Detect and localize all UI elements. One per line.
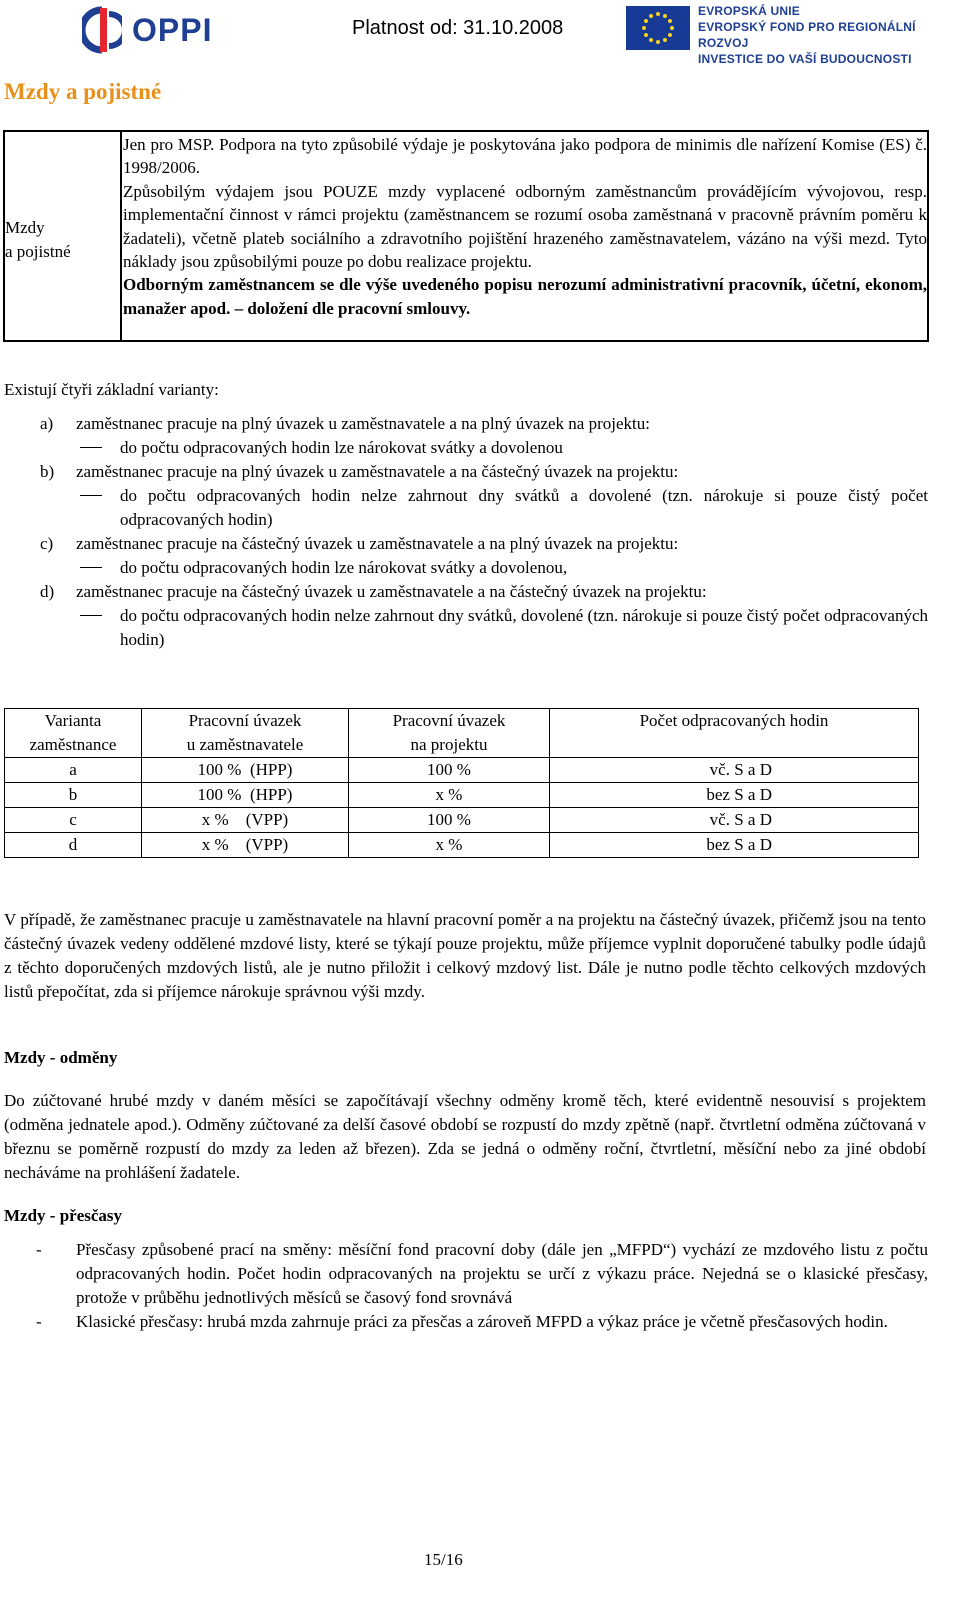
table-row xyxy=(5,808,919,833)
header-line: Pracovní úvazek xyxy=(188,711,302,730)
dash-icon xyxy=(80,495,102,496)
heading-bonuses: Mzdy - odměny xyxy=(4,1048,118,1067)
table-cell: 100 % (HPP) xyxy=(142,783,349,808)
validity-date: Platnost od: 31.10.2008 xyxy=(352,17,564,39)
header-line: na projektu xyxy=(410,735,488,754)
variant-item xyxy=(40,460,928,484)
info-box-label-line-1: Mzdy xyxy=(5,218,45,237)
heading-overtime: Mzdy - přesčasy xyxy=(4,1206,123,1225)
table-cell: 100 % (HPP) xyxy=(142,758,349,783)
oppi-logo-text: OPPI xyxy=(132,12,213,48)
table-row xyxy=(5,833,919,858)
table-cell: d xyxy=(5,833,142,858)
variant-text: zaměstnanec pracuje na částečný úvazek u zaměstnavatele a na plný úvazek na projektu: xyxy=(76,534,679,553)
table-cell: b xyxy=(5,783,142,808)
table-cell: vč. S a D xyxy=(550,808,919,833)
header-line: Pracovní úvazek xyxy=(392,711,506,730)
list-item-text: Přesčasy způsobené prací na směny: měsíční fond pracovní doby (dále jen „MFPD“) vychází ze mzdového listu z počtu odpracovaných hodin. Počet hodin odpracovaných na projektu se určí z výkazu práce. Nejedná se o klasické přesčasy, protože v průběhu jednotlivých měsíců se časový fond srovnává xyxy=(76,1240,928,1307)
variant-item xyxy=(40,412,928,436)
table-header-row xyxy=(5,709,919,758)
eu-line-1: EVROPSKÁ UNIE xyxy=(698,4,800,18)
list-item xyxy=(36,1238,928,1310)
variant-subitem xyxy=(40,436,928,460)
variant-subitem xyxy=(40,484,928,532)
table-header-cell xyxy=(349,709,550,758)
info-box xyxy=(3,130,929,342)
variant-marker: b) xyxy=(40,462,55,481)
table-cell: x % xyxy=(349,833,550,858)
dash-icon xyxy=(80,447,102,448)
header-line: zaměstnance xyxy=(29,735,117,754)
table-row xyxy=(5,783,919,808)
variant-subitem xyxy=(40,556,928,580)
page-title: Mzdy a pojistné xyxy=(4,79,162,104)
table-header-cell xyxy=(142,709,349,758)
eu-text xyxy=(698,3,960,67)
eu-line-3: INVESTICE DO VAŠÍ BUDOUCNOSTI xyxy=(698,52,912,66)
variant-text: zaměstnanec pracuje na plný úvazek u zaměstnavatele a na plný úvazek na projektu: xyxy=(76,414,650,433)
variant-text: zaměstnanec pracuje na částečný úvazek u zaměstnavatele a na částečný úvazek na projektu: xyxy=(76,582,707,601)
page-number: 15/16 xyxy=(424,1550,463,1569)
table-cell: 100 % xyxy=(349,808,550,833)
table-cell: x % (VPP) xyxy=(142,833,349,858)
eu-flag-icon xyxy=(626,6,690,50)
paragraph-bonuses xyxy=(4,1089,926,1185)
oppi-logo xyxy=(82,6,212,54)
header-line: u zaměstnavatele xyxy=(186,735,304,754)
variant-subitem xyxy=(40,604,928,652)
variants-table xyxy=(4,708,919,858)
variant-subitem-text: do počtu odpracovaných hodin nelze zahrnout dny svátků, dovolené (tzn. nárokuje si pouze čistý počet odpracovaných hodin) xyxy=(120,606,928,649)
info-box-text-2: Způsobilým výdajem jsou POUZE mzdy vyplacené odborným zaměstnancům provádějícím vývojovou, resp. implementační činnost v rámci projektu (zaměstnancem se rozumí osoba zaměstnaná v pracovně právním poměru k žadateli), včetně plateb sociálního a zdravotního pojištění hrazeného zaměstnavatelem, vázáno na výši mezd. Tyto náklady jsou způsobilými pouze po dobu realizace projektu. xyxy=(123,181,927,272)
overtime-list xyxy=(36,1238,928,1334)
list-marker: - xyxy=(36,1312,42,1331)
table-cell: a xyxy=(5,758,142,783)
variant-marker: a) xyxy=(40,414,54,433)
oppi-logo-icon xyxy=(82,6,122,54)
info-box-label-cell xyxy=(5,132,122,340)
page-header xyxy=(0,0,960,66)
info-box-text-3: Odborným zaměstnancem se dle výše uvedeného popisu nerozumí administrativní pracovník, účetní, ekonom, manažer apod. – doložení dle pracovní smlouvy. xyxy=(123,275,927,318)
variant-item xyxy=(40,580,928,604)
paragraph-bonuses-text: Do zúčtované hrubé mzdy v daném měsíci se započítávají všechny odměny kromě těch, které evidentně nesouvisí s projektem (odměna jednatele apod.). Odměny zúčtované za delší časové období se rozpustí do mzdy zpětně (např. čtvrtletní odměna zúčtovaná v březnu se poměrně rozpustí do mzdy za leden až březen). Zda se jedná o odměny roční, čtvrtletní, měsíční nebo za jiné období necháváme na prohlášení žadatele. xyxy=(4,1091,926,1182)
info-box-label-line-2: a pojistné xyxy=(5,242,71,261)
variant-marker: d) xyxy=(40,582,55,601)
info-box-text-1: Jen pro MSP. Podpora na tyto způsobilé výdaje je poskytována jako podpora de minimis dle nařízení Komise (ES) č. 1998/2006. xyxy=(123,135,927,178)
table-header-cell xyxy=(5,709,142,758)
variant-subitem-text: do počtu odpracovaných hodin lze nárokovat svátky a dovolenou, xyxy=(120,558,568,577)
table-cell: bez S a D xyxy=(550,833,919,858)
dash-icon xyxy=(80,615,102,616)
dash-icon xyxy=(80,567,102,568)
info-box-content xyxy=(123,133,927,320)
list-item-text: Klasické přesčasy: hrubá mzda zahrnuje práci za přesčas a zároveň MFPD a výkaz práce je včetně přesčasových hodin. xyxy=(76,1312,888,1331)
table-row xyxy=(5,758,919,783)
info-box-label xyxy=(5,216,71,264)
variants-list xyxy=(40,412,928,652)
eu-line-2: EVROPSKÝ FOND PRO REGIONÁLNÍ ROZVOJ xyxy=(698,20,916,50)
header-line: Počet odpracovaných hodin xyxy=(639,711,829,730)
variant-marker: c) xyxy=(40,534,54,553)
table-cell: 100 % xyxy=(349,758,550,783)
table-cell: x % xyxy=(349,783,550,808)
variant-subitem-text: do počtu odpracovaných hodin lze nárokovat svátky a dovolenou xyxy=(120,438,563,457)
table-cell: bez S a D xyxy=(550,783,919,808)
header-line: Varianta xyxy=(44,711,102,730)
variant-text: zaměstnanec pracuje na plný úvazek u zaměstnavatele a na částečný úvazek na projektu: xyxy=(76,462,679,481)
table-cell: c xyxy=(5,808,142,833)
list-marker: - xyxy=(36,1240,42,1259)
table-header-cell xyxy=(550,709,919,758)
paragraph-payroll xyxy=(4,908,926,1004)
table-cell: vč. S a D xyxy=(550,758,919,783)
table-cell: x % (VPP) xyxy=(142,808,349,833)
variants-intro-text: Existují čtyři základní varianty: xyxy=(4,380,219,399)
variant-subitem-text: do počtu odpracovaných hodin nelze zahrnout dny svátků a dovolené (tzn. nárokuje si pouze čistý počet odpracovaných hodin) xyxy=(120,486,928,529)
variant-item xyxy=(40,532,928,556)
variants-intro xyxy=(4,378,926,402)
list-item xyxy=(36,1310,928,1334)
paragraph-payroll-text: V případě, že zaměstnanec pracuje u zaměstnavatele na hlavní pracovní poměr a na projektu na částečný úvazek, přičemž jsou na tento částečný úvazek vedeny oddělené mzdové listy, které se týkají pouze projektu, může příjemce vyplnit doporučené tabulky podle údajů z těchto doporučených mzdových listů, ale je nutno přiložit i celkový mzdový list. Dále je nutno podle těchto celkových mzdových listů přepočítat, zda si příjemce nárokuje správnou výši mzdy. xyxy=(4,910,926,1001)
